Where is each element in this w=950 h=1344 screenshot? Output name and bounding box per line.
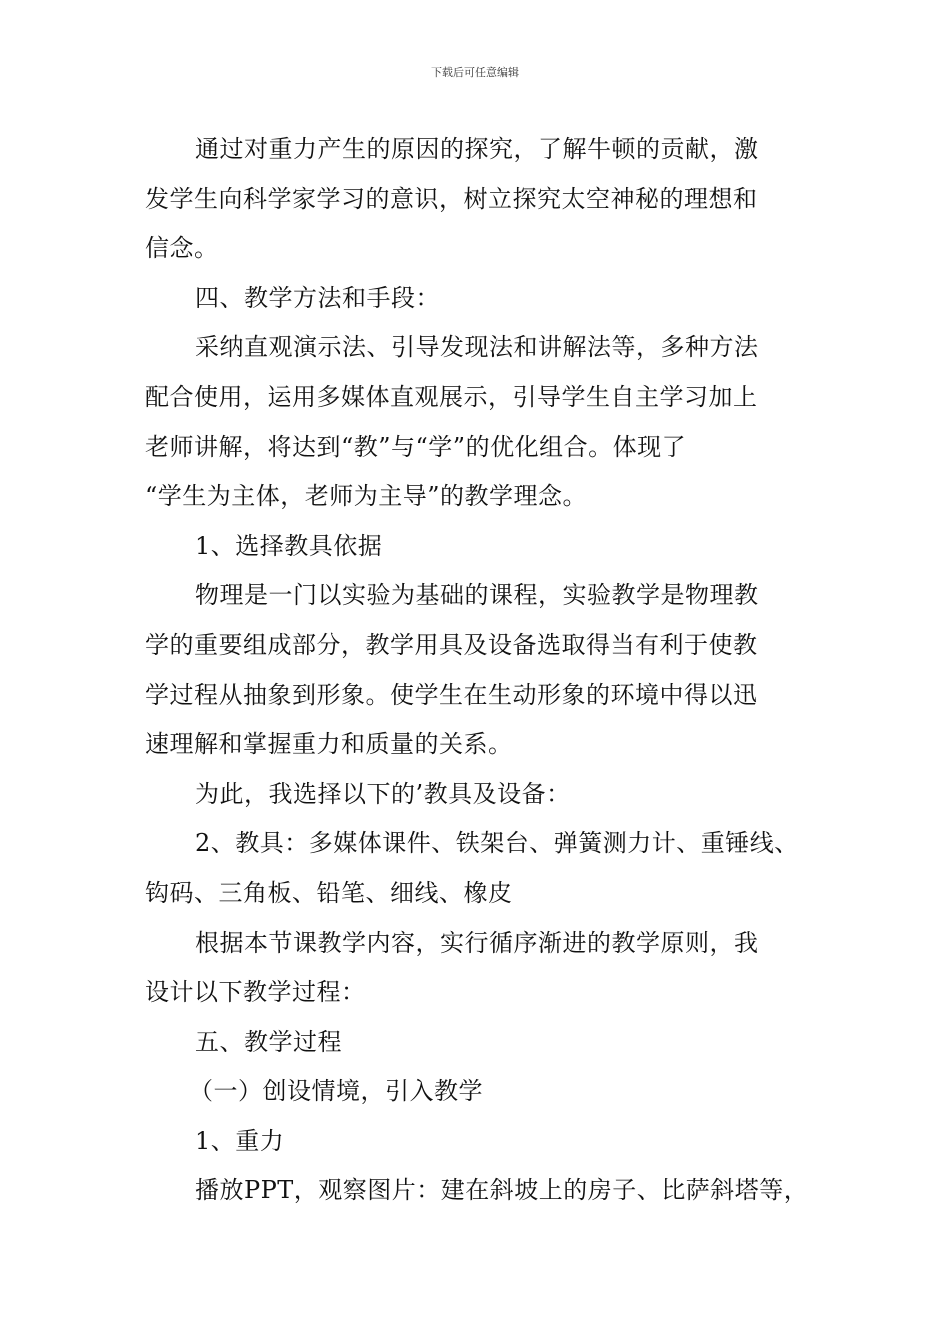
text-line: “学生为主体，老师为主导”的教学理念。 [145,482,588,511]
subsection-heading: （一）创设情境，引入教学 [189,1077,483,1106]
text-line: 根据本节课教学内容，实行循序渐进的教学原则，我 [195,928,759,957]
text-line: 配合使用，运用多媒体直观展示，引导学生自主学习加上 [145,382,758,411]
text-line: 学过程从抽象到形象。使学生在生动形象的环境中得以迅 [145,680,758,709]
document-body [145,125,825,1216]
text-line: 设计以下教学过程： [145,978,366,1007]
text-line: 2、教具：多媒体课件、铁架台、弹簧测力计、重锤线、 [195,829,799,858]
text-line: 播放PPT，观察图片：建在斜坡上的房子、比萨斜塔等， [195,1176,809,1205]
text-line: 为此，我选择以下的’教具及设备： [195,779,571,808]
page-header: 下载后可任意编辑 [431,66,519,79]
section-heading: 五、教学过程 [195,1027,342,1056]
text-line: 钩码、三角板、铅笔、细线、橡皮 [145,878,513,907]
text-line: 物理是一门以实验为基础的课程，实验教学是物理教 [195,581,759,610]
subsection-heading: 1、选择教具依据 [195,531,383,560]
subsection-heading: 1、重力 [195,1126,285,1155]
text-line: 老师讲解，将达到“教”与“学”的优化组合。体现了 [145,432,687,461]
text-line: 信念。 [145,234,219,263]
text-line: 通过对重力产生的原因的探究，了解牛顿的贡献，激 [195,135,759,163]
section-heading: 四、教学方法和手段： [195,283,440,312]
text-line: 学的重要组成部分，教学用具及设备选取得当有利于使教 [145,630,758,659]
text-line: 采纳直观演示法、引导发现法和讲解法等，多种方法 [195,333,759,362]
text-line: 速理解和掌握重力和质量的关系。 [145,730,513,759]
text-line: 发学生向科学家学习的意识，树立探究太空神秘的理想和 [145,184,758,213]
